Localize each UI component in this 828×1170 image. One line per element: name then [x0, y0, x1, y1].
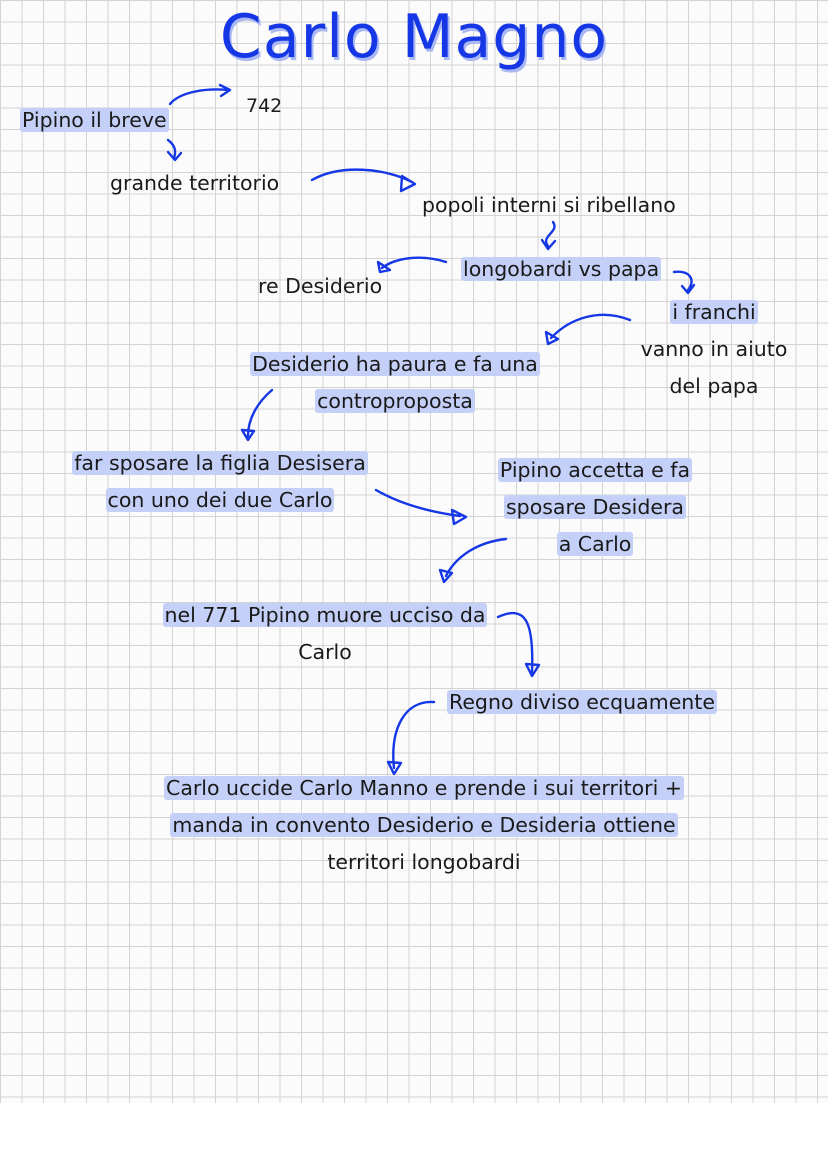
- note-longobardi-text: longobardi vs papa: [463, 257, 660, 281]
- arrow-territorio-to-popoli: [312, 170, 415, 191]
- note-franchi-line1: i franchi: [672, 300, 756, 324]
- note-desiderio-line1: Desiderio ha paura e fa una: [252, 352, 538, 376]
- arrow-pipino-to-year: [170, 85, 230, 104]
- note-sposare-line1: far sposare la figlia Desisera: [74, 451, 366, 475]
- note-muore-line1: nel 771 Pipino muore ucciso da: [164, 603, 486, 627]
- arrow-franchi-to-desiderio: [546, 315, 630, 344]
- arrow-pipino-to-territorio: [168, 140, 181, 160]
- note-year: 742: [246, 95, 283, 117]
- page-title: Carlo Magno: [219, 2, 609, 72]
- arrow-sposare-to-accetta: [376, 490, 466, 524]
- arrow-regno-to-finale: [388, 702, 434, 774]
- note-accetta-line2: sposare Desidera: [506, 495, 684, 519]
- note-sposare-line2: con uno dei due Carlo: [107, 488, 333, 512]
- note-franchi-line3: del papa: [669, 374, 759, 398]
- note-franchi-line2: vanno in aiuto: [640, 337, 788, 361]
- arrow-longobardi-to-franchi: [674, 272, 694, 293]
- note-popoli-text: popoli interni si ribellano: [422, 193, 676, 217]
- note-finale-line2: manda in convento Desiderio e Desideria ottiene: [172, 813, 676, 837]
- arrow-accetta-to-muore: [440, 539, 506, 582]
- arrow-longobardi-to-desiderio: [378, 258, 446, 272]
- note-accetta-line1: Pipino accetta e fa: [499, 458, 691, 482]
- note-territorio: grande territorio: [110, 171, 280, 195]
- note-finale-line1: Carlo uccide Carlo Manno e prende i sui territori +: [166, 776, 682, 800]
- note-re-desiderio: re Desiderio: [258, 274, 383, 298]
- arrow-popoli-to-longobardi: [542, 222, 555, 249]
- note-accetta-line3: a Carlo: [558, 532, 632, 556]
- note-finale-line3: territori longobardi: [327, 850, 521, 874]
- arrow-muore-to-regno: [498, 613, 539, 676]
- note-desiderio-line2: controproposta: [317, 389, 473, 413]
- note-regno-text: Regno diviso ecquamente: [449, 690, 715, 714]
- note-pipino-text: Pipino il breve: [22, 108, 167, 132]
- note-muore-line2: Carlo: [298, 640, 352, 664]
- arrow-desiderio-to-sposare: [242, 390, 272, 440]
